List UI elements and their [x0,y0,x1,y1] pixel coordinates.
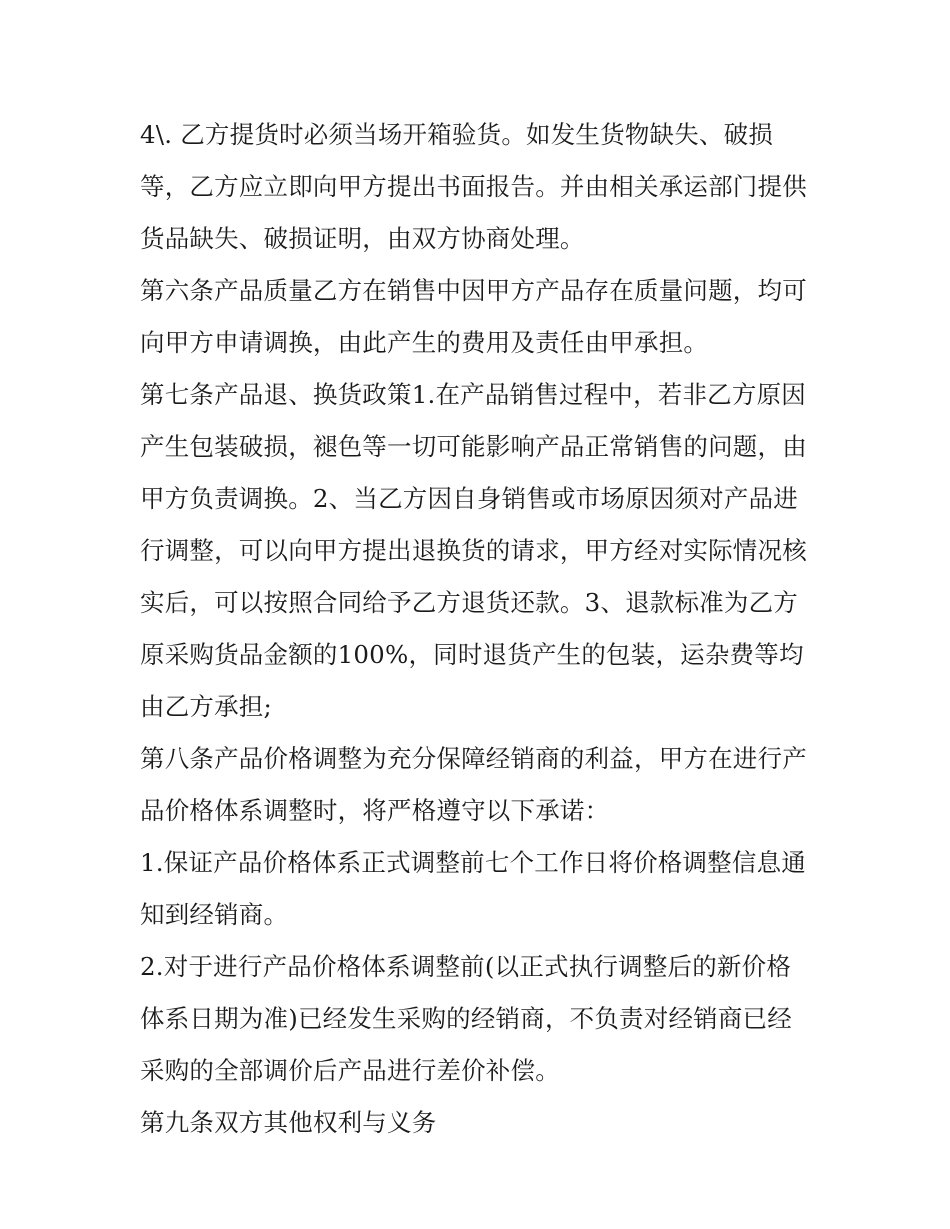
document-body [140,109,820,1149]
text-line: 原采购货品金额的100%，同时退货产生的包装，运杂费等均 [140,640,804,669]
text-line: 甲方负责调换。2、当乙方因自身销售或市场原因须对产品进 [140,484,798,513]
text-line: 4\. 乙方提货时必须当场开箱验货。如发生货物缺失、破损 [140,120,774,149]
text-line: 等，乙方应立即向甲方提出书面报告。并由相关承运部门提供 [140,172,807,201]
text-line: 品价格体系调整时，将严格遵守以下承诺： [140,796,610,825]
text-line: 第九条双方其他权利与义务 [140,1108,437,1137]
text-line: 1.保证产品价格体系正式调整前七个工作日将价格调整信息通 [140,848,806,877]
text-line: 2.对于进行产品价格体系调整前(以正式执行调整后的新价格 [140,952,792,981]
text-line: 由乙方承担; [140,692,272,721]
text-line: 第七条产品退、换货政策1.在产品销售过程中，若非乙方原因 [140,380,806,409]
text-line: 产生包装破损，褪色等一切可能影响产品正常销售的问题，由 [140,432,807,461]
text-line: 实后，可以按照合同给予乙方退货还款。3、退款标准为乙方 [140,588,798,617]
text-line: 货品缺失、破损证明，由双方协商处理。 [140,224,585,253]
text-line: 行调整，可以向甲方提出退换货的请求，甲方经对实际情况核 [140,536,807,565]
text-line: 第八条产品价格调整为充分保障经销商的利益，甲方在进行产 [140,744,807,773]
text-line: 第六条产品质量乙方在销售中因甲方产品存在质量问题，均可 [140,276,807,305]
text-line: 采购的全部调价后产品进行差价补偿。 [140,1056,560,1085]
text-line: 向甲方申请调换，由此产生的费用及责任由甲承担。 [140,328,709,357]
text-line: 体系日期为准)已经发生采购的经销商，不负责对经销商已经 [140,1004,792,1033]
text-line: 知到经销商。 [140,900,289,929]
